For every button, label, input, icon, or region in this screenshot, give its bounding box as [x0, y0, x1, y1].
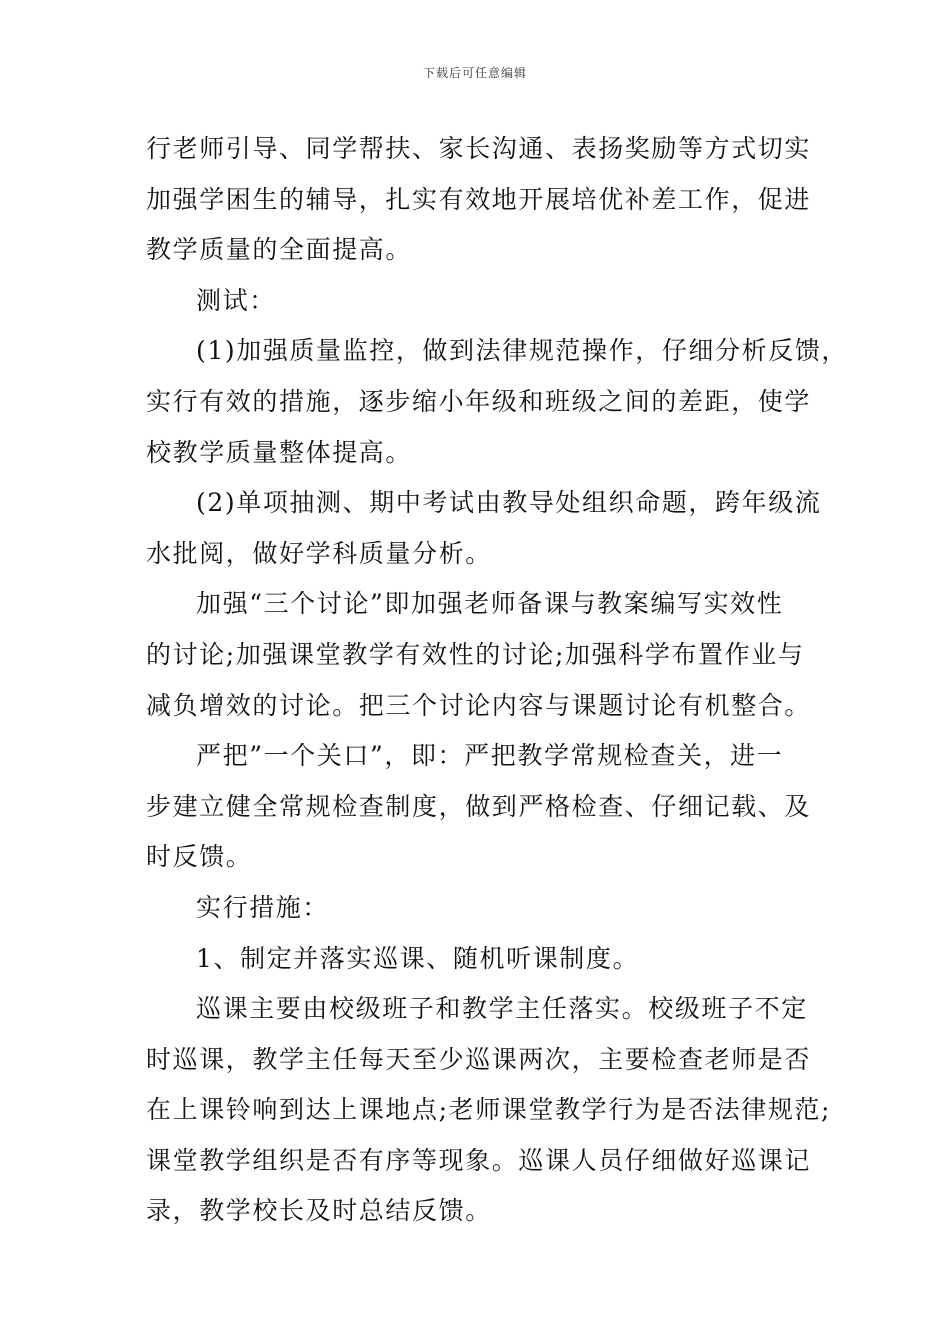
text-line: 测试： [196, 285, 276, 315]
text-line: 加强学困生的辅导，扎实有效地开展培优补差工作，促进 [146, 184, 812, 214]
text-line: 水批阅，做好学科质量分析。 [146, 538, 492, 568]
text-line: 1、制定并落实巡课、随机听课制度。 [196, 943, 640, 973]
text-line: 步建立健全常规检查制度，做到严格检查、仔细记载、及 [146, 791, 812, 821]
text-line: 在上课铃响到达上课地点;老师课堂教学行为是否法律规范; [146, 1095, 832, 1125]
text-line: 实行措施： [196, 892, 330, 922]
text-line: 减负增效的讨论。把三个讨论内容与课题讨论有机整合。 [146, 690, 812, 720]
text-line: (2)单项抽测、期中考试由教导处组织命题，跨年级流 [196, 488, 822, 518]
text-line: 的讨论;加强课堂教学有效性的讨论;加强科学布置作业与 [146, 639, 805, 669]
text-line: 严把”一个关口”，即：严把教学常规检查关，进一 [196, 741, 784, 771]
text-line: 实行有效的措施，逐步缩小年级和班级之间的差距，使学 [146, 386, 812, 416]
text-line: (1)加强质量监控，做到法律规范操作，仔细分析反馈， [196, 336, 849, 366]
text-line: 录，教学校长及时总结反馈。 [146, 1196, 492, 1226]
text-line: 时反馈。 [146, 842, 253, 872]
text-line: 时巡课，教学主任每天至少巡课两次，主要检查老师是否 [146, 1044, 812, 1074]
text-line: 教学质量的全面提高。 [146, 235, 413, 265]
text-line: 加强“三个讨论”即加强老师备课与教案编写实效性 [196, 589, 784, 619]
text-line: 行老师引导、同学帮扶、家长沟通、表扬奖励等方式切实 [146, 134, 812, 163]
page-header: 下载后可任意编辑 [422, 66, 527, 80]
text-line: 巡课主要由校级班子和教学主任落实。校级班子不定 [196, 994, 808, 1024]
document-body [146, 124, 849, 1237]
text-line: 校教学质量整体提高。 [146, 437, 413, 467]
text-line: 课堂教学组织是否有序等现象。巡课人员仔细做好巡课记 [146, 1145, 812, 1175]
